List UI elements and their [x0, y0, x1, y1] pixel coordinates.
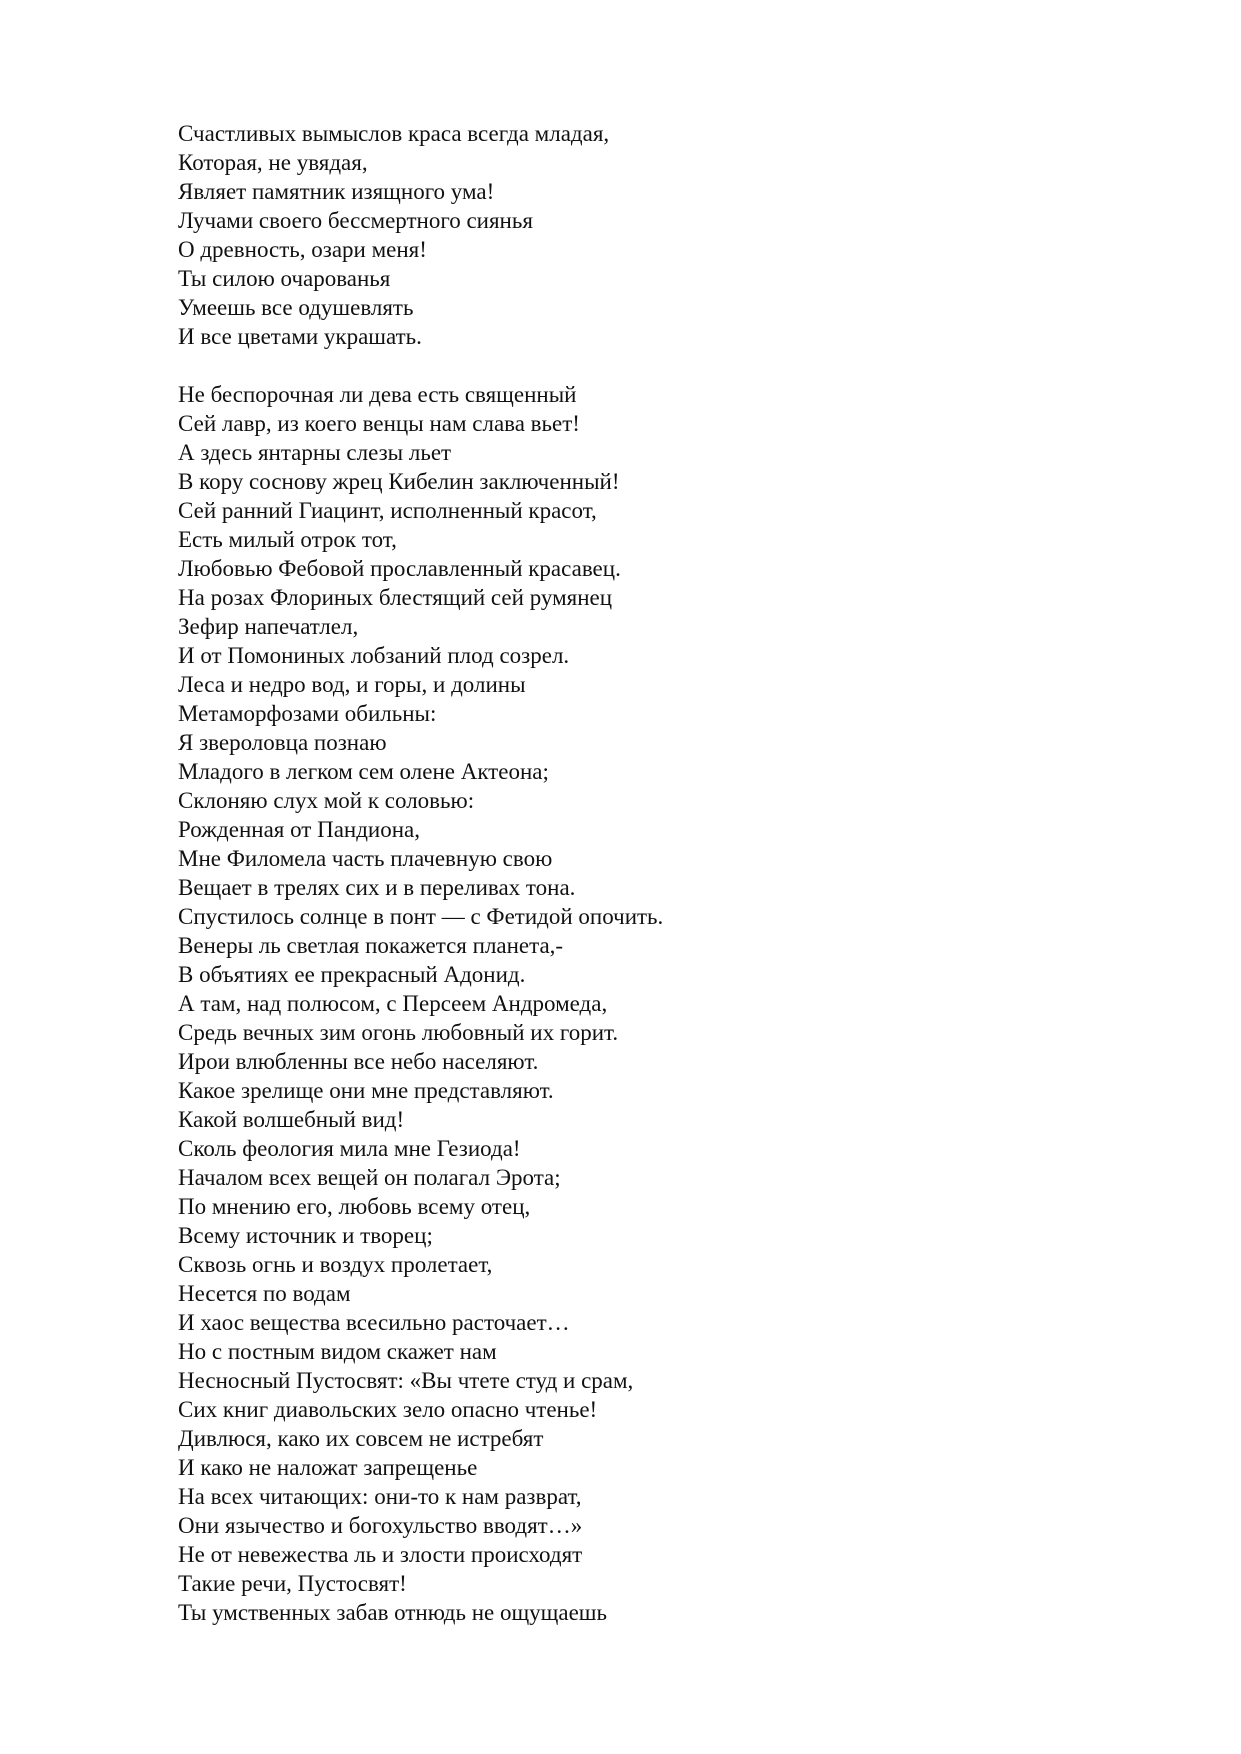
poem-line: Ирои влюбленны все небо населяют.	[178, 1049, 539, 1074]
poem-line: Есть милый отрок тот,	[178, 527, 397, 552]
poem-line: Какой волшебный вид!	[178, 1107, 405, 1132]
stanza-2	[178, 380, 1078, 1627]
poem-line: И хаос вещества всесильно расточает…	[178, 1310, 570, 1335]
poem-line: Сей лавр, из коего венцы нам слава вьет!	[178, 411, 580, 436]
poem-line: Являет памятник изящного ума!	[178, 179, 495, 204]
poem-line: Сколь феология мила мне Гезиода!	[178, 1136, 521, 1161]
poem-line: Ты умственных забав отнюдь не ощущаешь	[178, 1600, 608, 1625]
poem-line: На всех читающих: они-то к нам разврат,	[178, 1484, 582, 1509]
poem-line: Мне Филомела часть плачевную свою	[178, 846, 553, 871]
poem-text	[178, 119, 1078, 1627]
poem-line: Ты силою очарованья	[178, 266, 391, 291]
poem-line: И како не наложат запрещенье	[178, 1455, 478, 1480]
poem-line: Такие речи, Пустосвят!	[178, 1571, 407, 1596]
poem-line: И все цветами украшать.	[178, 324, 422, 349]
poem-line: Леса и недро вод, и горы, и долины	[178, 672, 526, 697]
poem-line: Сквозь огнь и воздух пролетает,	[178, 1252, 493, 1277]
poem-line: Началом всех вещей он полагал Эрота;	[178, 1165, 561, 1190]
poem-line: На розах Флориных блестящий сей румянец	[178, 585, 613, 610]
poem-line: Счастливых вымыслов краса всегда младая,	[178, 121, 610, 146]
poem-line: Несется по водам	[178, 1281, 351, 1306]
poem-line: Но с постным видом скажет нам	[178, 1339, 497, 1364]
poem-line: А там, над полюсом, с Персеем Андромеда,	[178, 991, 608, 1016]
poem-line: В объятиях ее прекрасный Адонид.	[178, 962, 526, 987]
poem-line: Рожденная от Пандиона,	[178, 817, 421, 842]
poem-line: Метаморфозами обильны:	[178, 701, 437, 726]
poem-line: Несносный Пустосвят: «Вы чтете студ и срам,	[178, 1368, 634, 1393]
poem-line: И от Помониных лобзаний плод созрел.	[178, 643, 570, 668]
poem-line: Не от невежества ль и злости происходят	[178, 1542, 583, 1567]
poem-line: Сих книг диавольских зело опасно чтенье!	[178, 1397, 598, 1422]
poem-line: Склоняю слух мой к соловью:	[178, 788, 475, 813]
poem-line: В кору соснову жрец Кибелин заключенный!	[178, 469, 620, 494]
poem-line: А здесь янтарны слезы льет	[178, 440, 452, 465]
poem-line: Спустилось солнце в понт — с Фетидой опочить.	[178, 904, 664, 929]
poem-line: Не беспорочная ли дева есть священный	[178, 382, 577, 407]
poem-line: Дивлюся, како их совсем не истребят	[178, 1426, 544, 1451]
poem-line: Всему источник и творец;	[178, 1223, 433, 1248]
poem-line: Средь вечных зим огонь любовный их горит.	[178, 1020, 619, 1045]
poem-line: О древность, озари меня!	[178, 237, 427, 262]
poem-line: Сей ранний Гиацинт, исполненный красот,	[178, 498, 597, 523]
poem-line: По мнению его, любовь всему отец,	[178, 1194, 531, 1219]
poem-line: Младого в легком сем олене Актеона;	[178, 759, 549, 784]
poem-line: Вещает в трелях сих и в переливах тона.	[178, 875, 576, 900]
poem-line: Они язычество и богохульство вводят…»	[178, 1513, 583, 1538]
poem-line: Венеры ль светлая покажется планета,-	[178, 933, 564, 958]
poem-line: Которая, не увядая,	[178, 150, 368, 175]
stanza-1	[178, 119, 1078, 351]
poem-line: Любовью Фебовой прославленный красавец.	[178, 556, 621, 581]
poem-line: Умеешь все одушевлять	[178, 295, 414, 320]
poem-line: Я звероловца познаю	[178, 730, 387, 755]
poem-line: Лучами своего бессмертного сиянья	[178, 208, 533, 233]
poem-line: Зефир напечатлел,	[178, 614, 359, 639]
poem-line: Какое зрелище они мне представляют.	[178, 1078, 554, 1103]
